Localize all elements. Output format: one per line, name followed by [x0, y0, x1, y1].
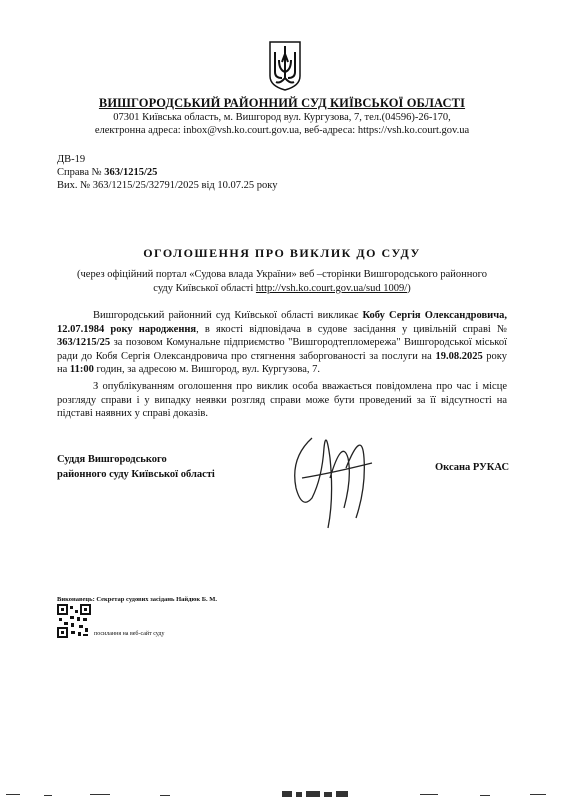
court-contacts: електронна адреса: inbox@vsh.ko.court.gov.ua, веб-адреса: https://vsh.ko.court.gov.ua — [94, 125, 470, 136]
notice-paragraph-1: Вишгородський районний суд Київської області викликає Кобу Сергія Олександровича, 12.07.1984 року народження, в якості відповідача в судове засідання у цивільній справі № 363/1215/25 за позовом Комунальне підприємство "Вишгородтепломережа" Вишгородської міської ради до Кобя Сергія Олександровича про стягнення заборгованості за послуги на 19.08.2025 року на 11:00 годин, за адресою м. Вишгород, вул. Кургузова, 7. — [57, 310, 508, 375]
judge-role: Суддя Вишгородського районного суду Київської області — [57, 454, 215, 480]
qr-caption: посилання на веб-сайт суду — [94, 631, 165, 637]
qr-code-icon[interactable] — [57, 604, 91, 638]
trident-icon — [268, 40, 302, 92]
case-reference: Справа № 363/1215/25 — [57, 167, 158, 178]
executor-line: Виконавець: Секретар судових засідань Найдюк Б. М. — [57, 596, 218, 603]
court-name: ВИШГОРОДСЬКИЙ РАЙОННИЙ СУД КИЇВСЬКОЇ ОБЛАСТІ — [98, 96, 466, 110]
court-address: 07301 Київська область, м. Вишгород вул. Кургузова, 7, тел.(04596)-26-170, — [113, 112, 451, 123]
judge-name: Оксана РУКАС — [435, 462, 510, 473]
court-website-link[interactable]: http://vsh.ko.court.gov.ua/sud 1009/ — [255, 283, 408, 294]
notice-title: ОГОЛОШЕННЯ ПРО ВИКЛИК ДО СУДУ — [143, 246, 421, 260]
document-code: ДВ-19 — [57, 154, 86, 165]
outgoing-number: Вих. № 363/1215/25/32791/2025 від 10.07.25 року — [57, 180, 278, 191]
scan-noise-strip — [0, 788, 564, 800]
notice-paragraph-2: З опублікуванням оголошення про виклик особа вважається повідомлена про час і місце розгляду справи і у випадку неявки розгляд справи може бути проведений за її відсутності на підставі наявних у справі доказів. — [57, 381, 507, 419]
notice-subtitle-line1: (через офіційний портал «Судова влада України» веб –сторінки Вишгородського районного — [77, 269, 487, 280]
notice-subtitle-line2: суду Київської області http://vsh.ko.court.gov.ua/sud 1009/) — [153, 283, 411, 294]
handwritten-signature — [282, 418, 392, 533]
